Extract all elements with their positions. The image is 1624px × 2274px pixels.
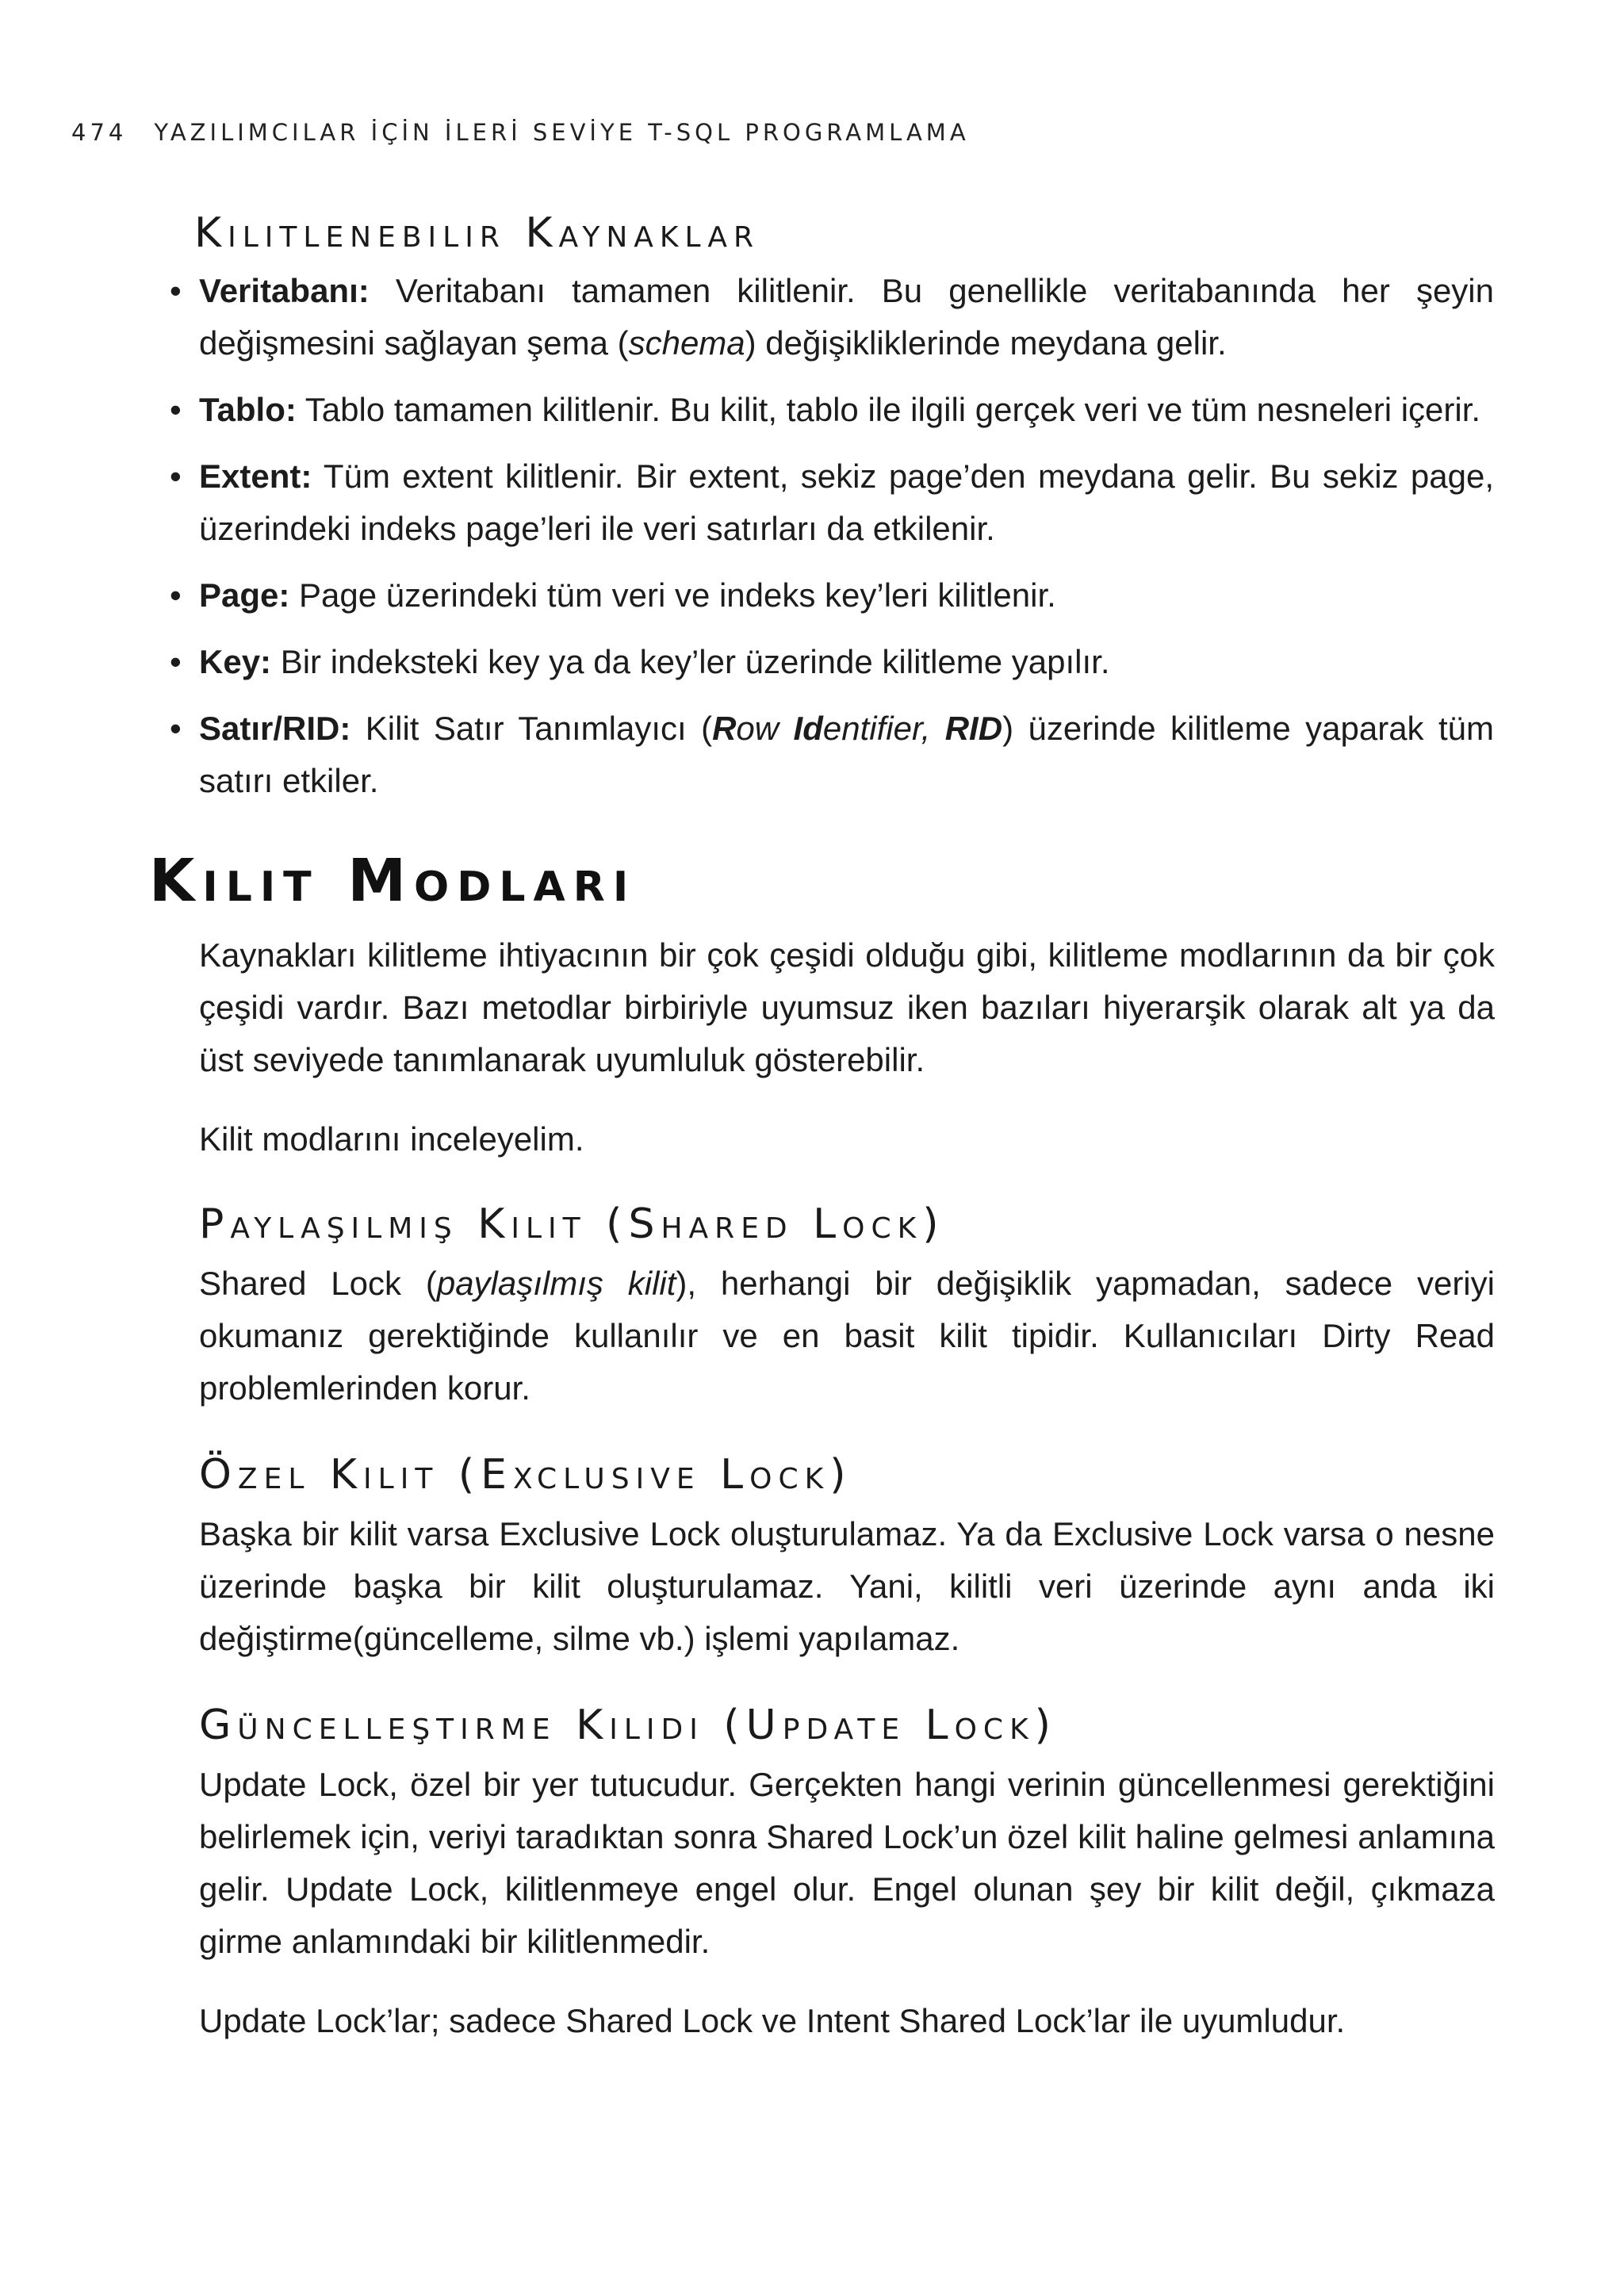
list-item	[170, 265, 1494, 369]
item-italic: ow	[736, 710, 794, 747]
item-text: ) değişikliklerinde meydana gelir.	[745, 324, 1227, 362]
para-text: ), herhangi bir değişiklik yapmadan, sadece veriyi okumanız gerektiğinde kullanılır ve en basit kilit tipidir. Kullanıcıları Dirty Read problemlerinden korur.	[199, 1265, 1495, 1407]
running-header	[71, 119, 970, 146]
term-label: Extent:	[199, 457, 312, 495]
section-title-shared-lock: Paylaşılmış Kilit (Shared Lock)	[199, 1200, 945, 1248]
exclusive-lock-text: Başka bir kilit varsa Exclusive Lock oluşturulamaz. Ya da Exclusive Lock varsa o nesne üzerinde başka bir kilit oluşturulamaz. Yani, kilitli veri üzerinde aynı anda iki değiştirme(güncelleme, silme vb.) işlemi yapılamaz.	[199, 1515, 1495, 1657]
item-italic: schema	[628, 324, 745, 362]
term-label: Page:	[199, 576, 290, 614]
lockable-resources-list	[170, 265, 1494, 807]
item-text: Tüm extent kilitlenir. Bir extent, sekiz page’den meydana gelir. Bu sekiz page, üzerindeki indeks page’leri ile veri satırları da etkilenir.	[199, 457, 1494, 547]
para-italic: paylaşılmış kilit	[436, 1265, 676, 1302]
book-title: YAZILIMCILAR İÇİN İLERİ SEVİYE T-SQL PROGRAMLAMA	[154, 119, 970, 146]
term-label: Tablo:	[199, 391, 297, 428]
update-lock-text-2: Update Lock’lar; sadece Shared Lock ve Intent Shared Lock’lar ile uyumludur.	[199, 2002, 1346, 2039]
para-text: Shared Lock (	[199, 1265, 437, 1302]
acronym: RID	[944, 710, 1003, 747]
section-title-lockable-resources: Kilitlenebilir Kaynaklar	[194, 209, 760, 257]
page-number: 474	[71, 119, 128, 146]
list-item	[170, 636, 1494, 688]
acronym-letter: Id	[793, 710, 823, 747]
page-body	[0, 198, 1624, 2047]
lock-modes-lead: Kilit modlarını inceleyelim.	[199, 1120, 584, 1158]
section-title-lock-modes: Kilit Modları	[149, 847, 637, 915]
item-italic: entifier,	[822, 710, 945, 747]
list-item	[170, 702, 1494, 807]
list-item	[170, 384, 1494, 436]
term-label: Satır/RID:	[199, 710, 351, 747]
item-text: Bir indeksteki key ya da key’ler üzerinde kilitleme yapılır.	[271, 643, 1110, 680]
item-text: Tablo tamamen kilitlenir. Bu kilit, tablo ile ilgili gerçek veri ve tüm nesneleri içerir.	[296, 391, 1481, 428]
update-lock-text-1: Update Lock, özel bir yer tutucudur. Gerçekten hangi verinin güncellenmesi gerektiğini belirlemek için, veriyi taradıktan sonra Shared Lock’un özel kilit haline gelmesi anlamına gelir. Update Lock, kilitlenmeye engel olur. Engel olunan şey bir kilit değil, çıkmaza girme anlamındaki bir kilitlenmedir.	[199, 1766, 1495, 1960]
shared-lock-text	[199, 1258, 1495, 1415]
list-item	[170, 569, 1494, 622]
term-label: Key:	[199, 643, 272, 680]
term-label: Veritabanı:	[199, 272, 370, 309]
item-text: ) üzerinde kilitleme yaparak tüm satırı etkiler.	[199, 710, 1494, 799]
section-title-update-lock: Güncelleştirme Kilidi (Update Lock)	[199, 1702, 1057, 1749]
item-text: Veritabanı tamamen kilitlenir. Bu genellikle veritabanında her şeyin değişmesini sağlayan şema (	[199, 272, 1494, 362]
list-item	[170, 450, 1494, 555]
acronym-letter: R	[712, 710, 737, 747]
lock-modes-intro: Kaynakları kilitleme ihtiyacının bir çok çeşidi olduğu gibi, kilitleme modlarının da bir çok çeşidi vardır. Bazı metodlar birbiriyle uyumsuz iken bazıları hiyerarşik olarak alt ya da üst seviyede tanımlanarak uyumluluk gösterebilir.	[199, 936, 1495, 1078]
item-text: Kilit Satır Tanımlayıcı (	[350, 710, 713, 747]
section-title-exclusive-lock: Özel Kilit (Exclusive Lock)	[199, 1451, 852, 1499]
item-text: Page üzerindeki tüm veri ve indeks key’leri kilitlenir.	[289, 576, 1056, 614]
